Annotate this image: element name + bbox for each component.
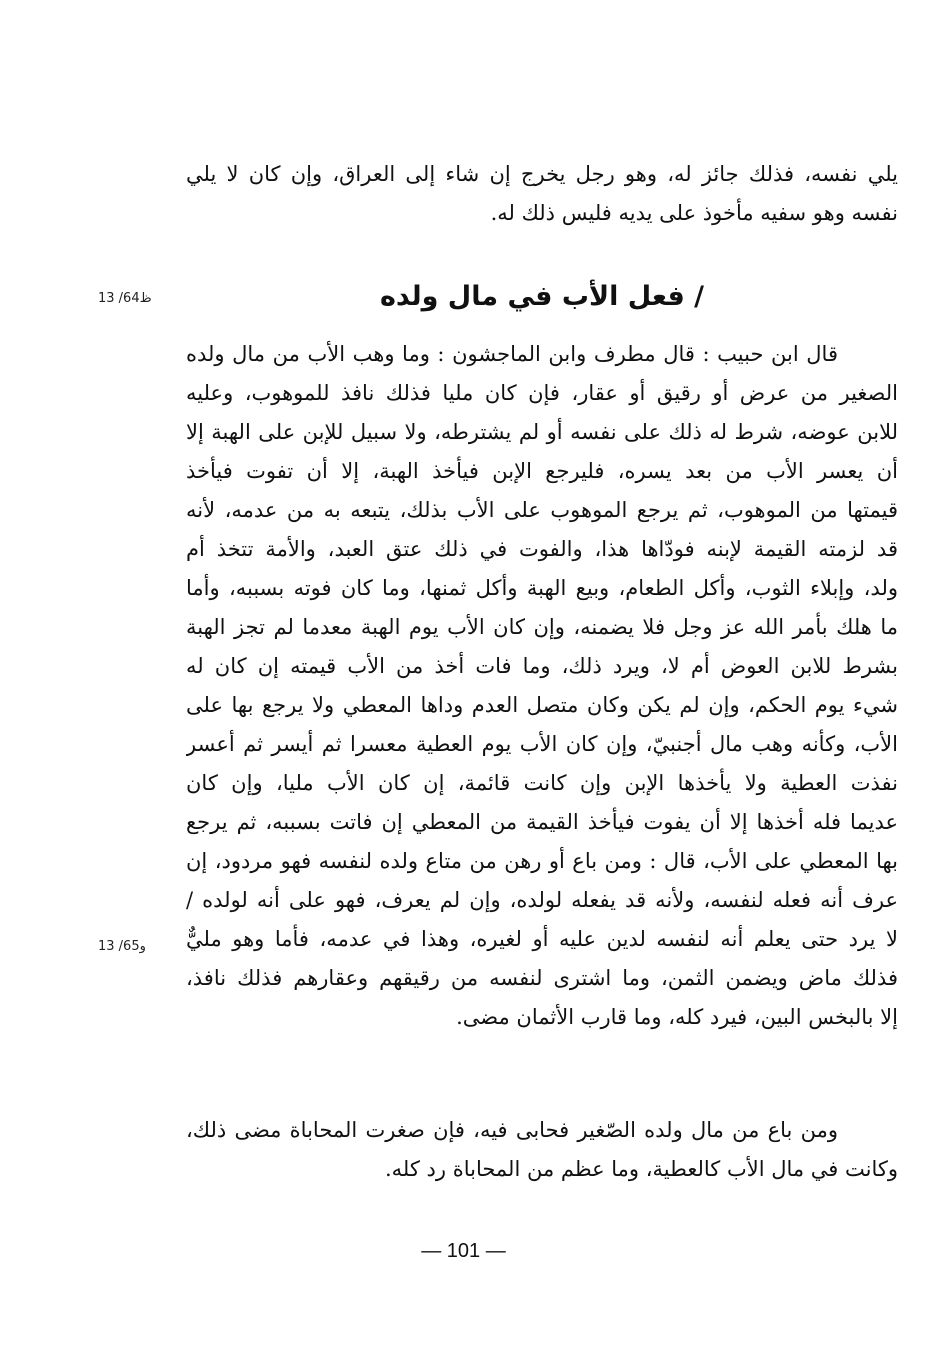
text-line: قيمتها من الموهوب، ثم يرجع الموهوب على الأب بذلك، يتبعه به من عدمه، لأنه [186,498,898,522]
text-line: أن يعسر الأب من بعد يسره، فليرجع الإبن فيأخذ الهبة، إلا أن تفوت فيأخذ [186,459,898,483]
section-heading: / فعل الأب في مال ولده [379,281,705,312]
text-line: بها المعطي على الأب، قال : ومن باع أو رهن من متاع ولده لنفسه فهو مردود، إن [186,849,898,873]
main-paragraph [186,335,898,1037]
text-line: وكانت في مال الأب كالعطية، وما عظم من المحاباة رد كله. [384,1157,898,1181]
text-line: للابن عوضه، شرط له ذلك على نفسه أو لم يشترطه، ولا سبيل للإبن على الهبة إلا [186,420,898,444]
text-line: نفسه وهو سفيه مأخوذ على يديه فليس ذلك له. [490,201,898,225]
text-line: الصغير من عرض أو رقيق أو عقار، فإن كان مليا فذلك نافذ للموهوب، وعليه [186,381,898,405]
text-line: فذلك ماض ويضمن الثمن، وما اشترى لنفسه من رقيقهم وعقارهم فذلك نافذ، [186,966,898,990]
text-line: بشرط للابن العوض أم لا، ويرد ذلك، وما فات أخذ من الأب قيمته إن كان له [186,654,898,678]
page-number: — 101 — [421,1240,506,1262]
text-line: نفذت العطية ولا يأخذها الإبن وإن كانت قائمة، إن كان الأب مليا، وإن كان [186,771,898,795]
text-line: عرف أنه فعله لنفسه، ولأنه قد يفعله لولده، وإن لم يعرف، فهو على أنه لولده / [186,888,898,912]
text-line: قال ابن حبيب : قال مطرف وابن الماجشون : وما وهب الأب من مال ولده [186,342,838,366]
text-line: إلا بالبخس البين، فيرد كله، وما قارب الأثمان مضى. [456,1005,898,1029]
closing-paragraph [186,1111,898,1189]
text-line: لا يرد حتى يعلم أنه لنفسه لدين عليه أو لغيره، وهذا في عدمه، فأما وهو مليٌّ [186,927,898,951]
margin-folio-note: 13 /64ظ [98,291,152,306]
text-line: ما هلك بأمر الله عز وجل فلا يضمنه، وإن كان الأب يوم الهبة معدما لم تجز الهبة [186,615,898,639]
text-line: قد لزمته القيمة لإبنه فودّاها هذا، والفوت في ذلك عتق العبد، والأمة تتخذ أم [186,537,898,561]
margin-folio-note: 13 /65و [98,939,146,954]
text-line: ومن باع من مال ولده الصّغير فحابى فيه، فإن صغرت المحاباة مضى ذلك، [186,1118,838,1142]
text-line: عديما فله أخذها إلا أن يفوت فيأخذ القيمة من المعطي إن فاتت بسببه، ثم يرجع [186,810,898,834]
text-line: شيء يوم الحكم، وإن لم يكن وكان متصل العدم وداها المعطي ولا يرجع بها على [186,693,898,717]
text-line: الأب، وكأنه وهب مال أجنبيّ، وإن كان الأب يوم العطية معسرا ثم أيسر ثم أعسر [186,732,898,756]
text-line: يلي نفسه، فذلك جائز له، وهو رجل يخرج إن شاء إلى العراق، وإن كان لا يلي [186,162,898,186]
text-line: ولد، وإبلاء الثوب، وأكل الطعام، وبيع الهبة وأكل ثمنها، وما كان فوته بسببه، وأما [186,576,898,600]
intro-paragraph [186,155,898,233]
